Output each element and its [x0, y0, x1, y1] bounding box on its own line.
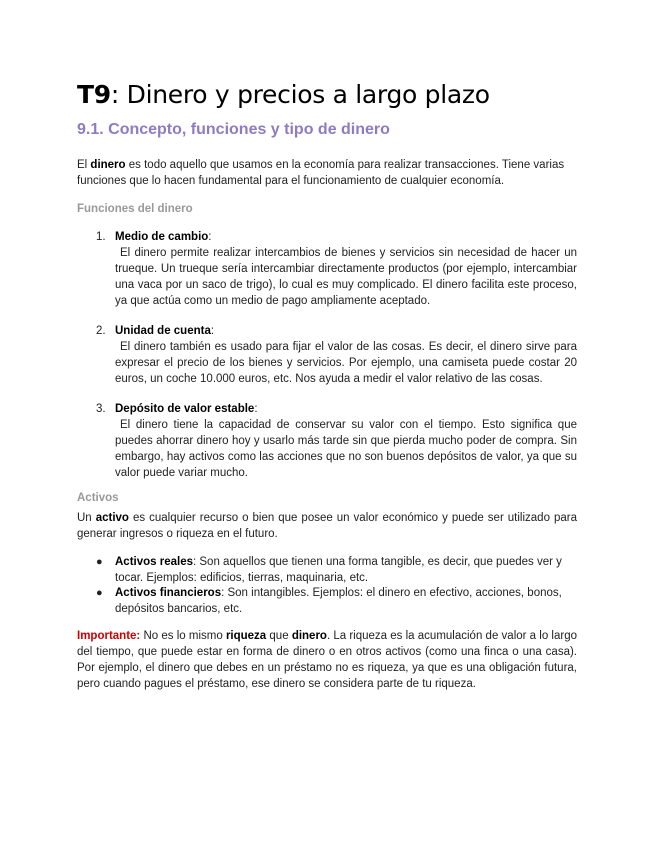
function-2-number: 2. — [96, 325, 106, 337]
term-activo: activo — [95, 512, 129, 524]
function-1-title: Medio de cambio: — [115, 231, 212, 243]
title-code: T9 — [77, 80, 111, 109]
function-3-body: El dinero tiene la capacidad de conservar su valor con el tiempo. Esto significa que puedes ahorrar dinero hoy y usarlo más tarde sin que pierda mucho poder de compra. Sin embargo, hay activos como las acciones que no son buenos depósitos de valor, ya que su valor puede variar mucho. — [115, 419, 577, 479]
asset-financial: Activos financieros: Son intangibles. Ejemplos: el dinero en efectivo, acciones, bonos, depósitos bancarios, etc. — [115, 587, 562, 615]
functions-heading: Funciones del dinero — [77, 203, 193, 215]
page-title — [77, 80, 490, 109]
important-label: Importante: — [77, 630, 141, 642]
function-2-body: El dinero también es usado para fijar el valor de las cosas. Es decir, el dinero sirve para expresar el precio de los bienes y servicios. Por ejemplo, una camiseta puede costar 20 euros, un coche 10.000 euros, etc. Nos ayuda a medir el valor relativo de las cosas. — [115, 341, 577, 385]
title-text: : Dinero y precios a largo plazo — [110, 80, 490, 109]
function-3-title: Depósito de valor estable: — [115, 403, 258, 415]
bullet-icon: ● — [96, 587, 103, 599]
section-heading: 9.1. Concepto, funciones y tipo de dinero — [77, 121, 390, 138]
assets-heading: Activos — [77, 492, 119, 504]
intro-paragraph: El dinero es todo aquello que usamos en la economía para realizar transacciones. Tiene varias funciones que lo hacen fundamental para el funcionamiento de cualquier economía. — [77, 159, 565, 187]
term-dinero: dinero — [90, 159, 126, 171]
function-1-number: 1. — [96, 231, 106, 243]
function-3-number: 3. — [96, 403, 106, 415]
assets-intro: Un activo es cualquier recurso o bien que posee un valor económico y puede ser utilizado para generar ingresos o riqueza en el futuro. — [77, 512, 577, 540]
important-note: Importante: No es lo mismo riqueza que dinero. La riqueza es la acumulación de valor a lo largo del tiempo, que puede estar en forma de dinero o en otros activos (como una finca o una casa). Por ejemplo, el dinero que debes en un préstamo no es riqueza, ya que es una obligación futura, pero cuando pagues el préstamo, ese dinero se considera parte de tu riqueza. — [77, 630, 578, 690]
asset-real: Activos reales: Son aquellos que tienen una forma tangible, es decir, que puedes ver y tocar. Ejemplos: edificios, tierras, maquinaria, etc. — [115, 556, 562, 584]
bullet-icon: ● — [96, 556, 103, 568]
function-2-title: Unidad de cuenta: — [115, 325, 215, 337]
function-1-body: El dinero permite realizar intercambios de bienes y servicios sin necesidad de hacer un trueque. Un trueque sería intercambiar directamente productos (por ejemplo, intercambiar una vaca por un saco de trigo), lo cual es muy complicado. El dinero facilita este proceso, ya que actúa como un medio de pago ampliamente aceptado. — [115, 247, 577, 307]
